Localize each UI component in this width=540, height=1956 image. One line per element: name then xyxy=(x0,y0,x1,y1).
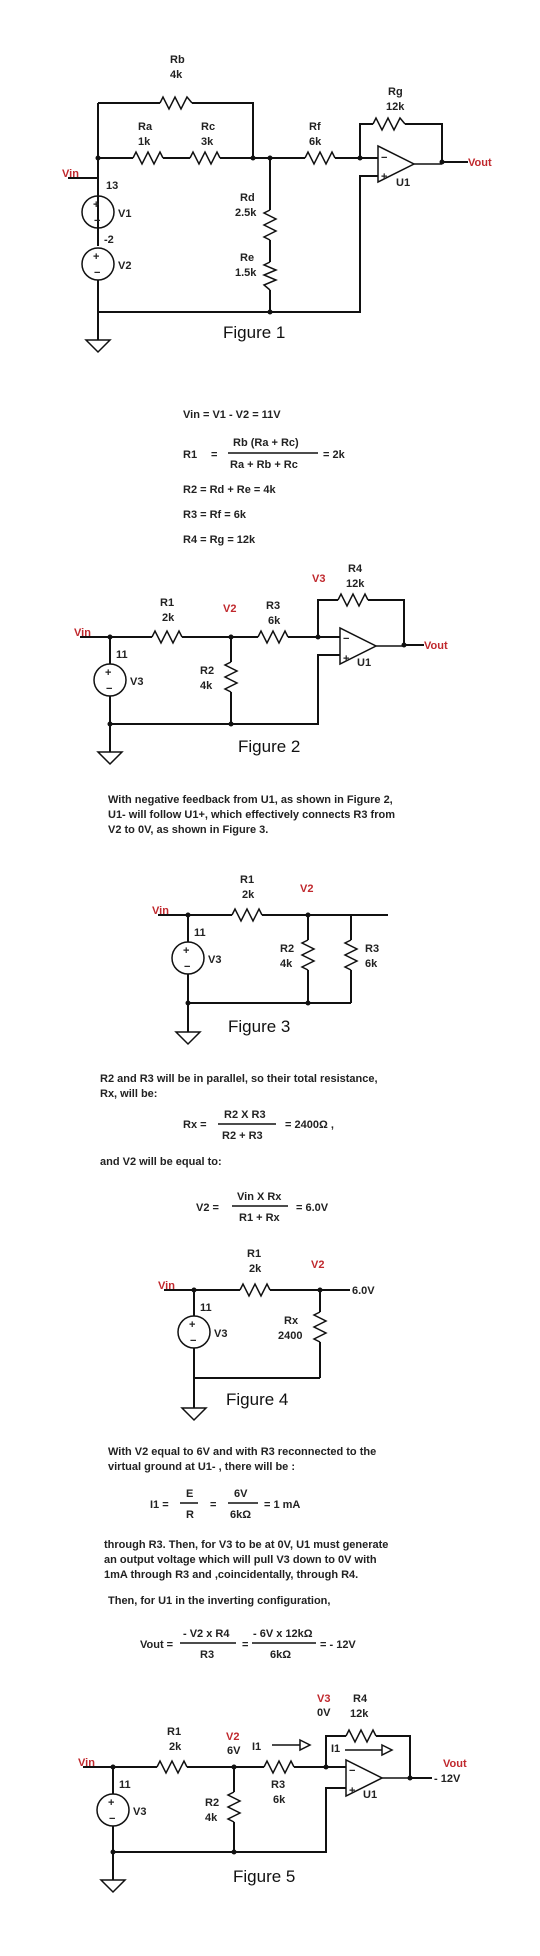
r1-value: 2k xyxy=(169,1741,182,1753)
figure-1 xyxy=(62,54,492,352)
r3-label: R3 xyxy=(271,1779,286,1791)
r2-label: R2 xyxy=(205,1797,220,1809)
vin-label: Vin xyxy=(62,168,79,180)
v1-label: V1 xyxy=(118,208,132,220)
v3-label: V3 xyxy=(208,954,222,966)
v2-numerator: Vin X Rx xyxy=(237,1191,282,1203)
r2-value: 4k xyxy=(205,1812,218,1824)
r4-equation: R4 = Rg = 12k xyxy=(183,534,256,546)
svg-text:+: + xyxy=(108,1797,115,1809)
v3-label: V3 xyxy=(214,1328,228,1340)
v2-node-label: V2 xyxy=(300,883,314,895)
i1-label: I1 xyxy=(252,1741,262,1753)
v3-node-label: V3 xyxy=(312,573,326,585)
v3-node-label: V3 xyxy=(317,1693,331,1705)
r1-label: R1 xyxy=(240,874,255,886)
r2-value: 4k xyxy=(200,680,213,692)
vout-num2: - 6V x 12kΩ xyxy=(253,1628,313,1640)
vout-lhs: Vout = xyxy=(140,1639,174,1651)
r2-equation: R2 = Rd + Re = 4k xyxy=(183,484,276,496)
i1-lhs: I1 = xyxy=(150,1499,169,1511)
r1-value: 2k xyxy=(242,889,255,901)
r2-label: R2 xyxy=(280,943,295,955)
v2-value: -2 xyxy=(104,234,114,246)
r4-value: 12k xyxy=(350,1708,369,1720)
rg-label: Rg xyxy=(388,86,403,98)
v3-label: V3 xyxy=(130,676,144,688)
svg-text:+: + xyxy=(189,1319,196,1331)
v3-value: 11 xyxy=(119,1779,131,1791)
ground-icon xyxy=(86,340,110,352)
r1-label: R1 xyxy=(247,1248,262,1260)
r3-value: 6k xyxy=(365,958,378,970)
rx-lhs: Rx = xyxy=(183,1119,207,1131)
ground-icon xyxy=(182,1408,206,1420)
paragraph-1 xyxy=(108,794,395,836)
para1-line1: With negative feedback from U1, as shown in Figure 2, xyxy=(108,794,393,806)
para5-line4: Then, for U1 in the inverting configuration, xyxy=(108,1595,331,1607)
v2-node-label: V2 xyxy=(311,1259,325,1271)
para2-line1: R2 and R3 will be in parallel, so their total resistance, xyxy=(100,1073,378,1085)
vin-label: Vin xyxy=(78,1757,95,1769)
para5-line3: 1mA through R3 and ,coincidentally, through R4. xyxy=(104,1569,359,1581)
v2-value: 6.0V xyxy=(352,1285,375,1297)
vin-label: Vin xyxy=(152,905,169,917)
svg-text:−: − xyxy=(109,1813,116,1825)
svg-text:−: − xyxy=(184,961,191,973)
vout-label: Vout xyxy=(443,1758,467,1770)
vout-equals: = xyxy=(242,1639,249,1651)
u1-label: U1 xyxy=(363,1789,378,1801)
figure-2-caption: Figure 2 xyxy=(238,737,301,756)
v3-label: V3 xyxy=(133,1806,147,1818)
r3-value: 6k xyxy=(268,615,281,627)
r1-lhs: R1 xyxy=(183,449,198,461)
paragraph-2 xyxy=(100,1073,378,1100)
i1-result: = 1 mA xyxy=(264,1499,301,1511)
i1-den2: 6kΩ xyxy=(230,1509,252,1521)
v3-value: 11 xyxy=(116,649,128,661)
svg-text:+: + xyxy=(183,945,190,957)
para4-line2: virtual ground at U1- , there will be : xyxy=(108,1461,296,1473)
para5-line2: an output voltage which will pull V3 down to 0V with xyxy=(104,1554,377,1566)
rc-label: Rc xyxy=(201,121,216,133)
figure-2 xyxy=(74,563,448,764)
r1-value: 2k xyxy=(162,612,175,624)
rc-value: 3k xyxy=(201,136,214,148)
svg-text:+: + xyxy=(343,653,350,665)
vout-value: - 12V xyxy=(434,1773,461,1785)
paragraph-4 xyxy=(108,1446,376,1473)
v2-result: = 6.0V xyxy=(296,1202,329,1214)
rd-label: Rd xyxy=(240,192,255,204)
svg-text:−: − xyxy=(106,683,113,695)
svg-text:−: − xyxy=(190,1335,197,1347)
r1-result: = 2k xyxy=(323,449,345,461)
r3-label: R3 xyxy=(266,600,281,612)
v1-value: 13 xyxy=(106,180,119,192)
para1-line3: V2 to 0V, as shown in Figure 3. xyxy=(108,824,269,836)
rx-equation xyxy=(183,1109,334,1142)
vout-equation xyxy=(140,1628,356,1661)
ground-icon xyxy=(98,752,122,764)
r3-equation: R3 = Rf = 6k xyxy=(183,509,246,521)
v2-node-label: V2 xyxy=(226,1731,240,1743)
para2-line2: Rx, will be: xyxy=(100,1088,158,1100)
r1-label: R1 xyxy=(160,597,175,609)
ground-icon xyxy=(101,1880,125,1892)
r1-denominator: Ra + Rb + Rc xyxy=(230,459,298,471)
figure-3 xyxy=(152,874,388,1044)
rx-result: = 2400Ω , xyxy=(285,1119,334,1131)
r3-label: R3 xyxy=(365,943,380,955)
svg-text:+: + xyxy=(93,199,100,211)
svg-text:+: + xyxy=(349,1785,356,1797)
ra-value: 1k xyxy=(138,136,151,148)
rx-numerator: R2 X R3 xyxy=(224,1109,266,1121)
rf-label: Rf xyxy=(309,121,321,133)
i1-equation xyxy=(150,1488,300,1521)
vout-den1: R3 xyxy=(200,1649,215,1661)
equations-block-1 xyxy=(183,409,346,546)
r2-value: 4k xyxy=(280,958,293,970)
v2-denominator: R1 + Rx xyxy=(239,1212,280,1224)
v3-value: 11 xyxy=(200,1302,212,1314)
r2-label: R2 xyxy=(200,665,215,677)
r1-value: 2k xyxy=(249,1263,262,1275)
rx-label: Rx xyxy=(284,1315,299,1327)
r1-label: R1 xyxy=(167,1726,182,1738)
i1-num2: 6V xyxy=(234,1488,248,1500)
r1-equals: = xyxy=(211,449,218,461)
re-label: Re xyxy=(240,252,255,264)
figure-3-caption: Figure 3 xyxy=(228,1017,291,1036)
r1-numerator: Rb (Ra + Rc) xyxy=(233,437,299,449)
v3-value: 11 xyxy=(194,927,206,939)
ground-icon xyxy=(176,1032,200,1044)
svg-text:+: + xyxy=(93,251,100,263)
rx-denominator: R2 + R3 xyxy=(222,1130,263,1142)
rx-value: 2400 xyxy=(278,1330,303,1342)
ra-label: Ra xyxy=(138,121,153,133)
i1-num1: E xyxy=(186,1488,194,1500)
r4-label: R4 xyxy=(348,563,363,575)
vin-label: Vin xyxy=(158,1280,175,1292)
svg-text:−: − xyxy=(381,152,388,164)
para3-line1: and V2 will be equal to: xyxy=(100,1156,222,1168)
rf-value: 6k xyxy=(309,136,322,148)
u1-label: U1 xyxy=(357,657,372,669)
figure-4 xyxy=(158,1248,375,1420)
v2-value: 6V xyxy=(227,1745,241,1757)
vout-num1: - V2 x R4 xyxy=(183,1628,230,1640)
re-value: 1.5k xyxy=(235,267,257,279)
vin-equation: Vin = V1 - V2 = 11V xyxy=(183,409,281,421)
u1-label: U1 xyxy=(396,177,411,189)
paragraph-3 xyxy=(100,1156,222,1168)
svg-text:−: − xyxy=(94,267,101,279)
svg-text:−: − xyxy=(343,633,350,645)
vout-den2: 6kΩ xyxy=(270,1649,292,1661)
svg-text:−: − xyxy=(94,215,101,227)
i1-feedback-label: I1 xyxy=(331,1743,341,1755)
v2-label: V2 xyxy=(118,260,132,272)
i1-equals: = xyxy=(210,1499,217,1511)
paragraph-5 xyxy=(104,1539,388,1607)
rb-value: 4k xyxy=(170,69,183,81)
vin-label: Vin xyxy=(74,627,91,639)
figure-5-caption: Figure 5 xyxy=(233,1867,296,1886)
vout-result: = - 12V xyxy=(320,1639,356,1651)
r4-value: 12k xyxy=(346,578,365,590)
r4-label: R4 xyxy=(353,1693,368,1705)
para4-line1: With V2 equal to 6V and with R3 reconnected to the xyxy=(108,1446,377,1458)
svg-text:+: + xyxy=(381,171,388,183)
figure-4-caption: Figure 4 xyxy=(226,1390,289,1409)
vout-label: Vout xyxy=(468,157,492,169)
rd-value: 2.5k xyxy=(235,207,257,219)
rb-label: Rb xyxy=(170,54,185,66)
v2-lhs: V2 = xyxy=(196,1202,219,1214)
figure-1-caption: Figure 1 xyxy=(223,323,286,342)
i1-den1: R xyxy=(186,1509,194,1521)
para1-line2: U1- will follow U1+, which effectively connects R3 from xyxy=(108,809,395,821)
v2-node-label: V2 xyxy=(223,603,237,615)
rg-value: 12k xyxy=(386,101,405,113)
vout-label: Vout xyxy=(424,640,448,652)
r3-value: 6k xyxy=(273,1794,286,1806)
svg-text:−: − xyxy=(349,1765,356,1777)
figure-5 xyxy=(78,1693,467,1892)
para5-line1: through R3. Then, for V3 to be at 0V, U1 must generate xyxy=(104,1539,389,1551)
v3-node-value: 0V xyxy=(317,1707,331,1719)
v2-equation xyxy=(196,1191,329,1224)
svg-text:+: + xyxy=(105,667,112,679)
